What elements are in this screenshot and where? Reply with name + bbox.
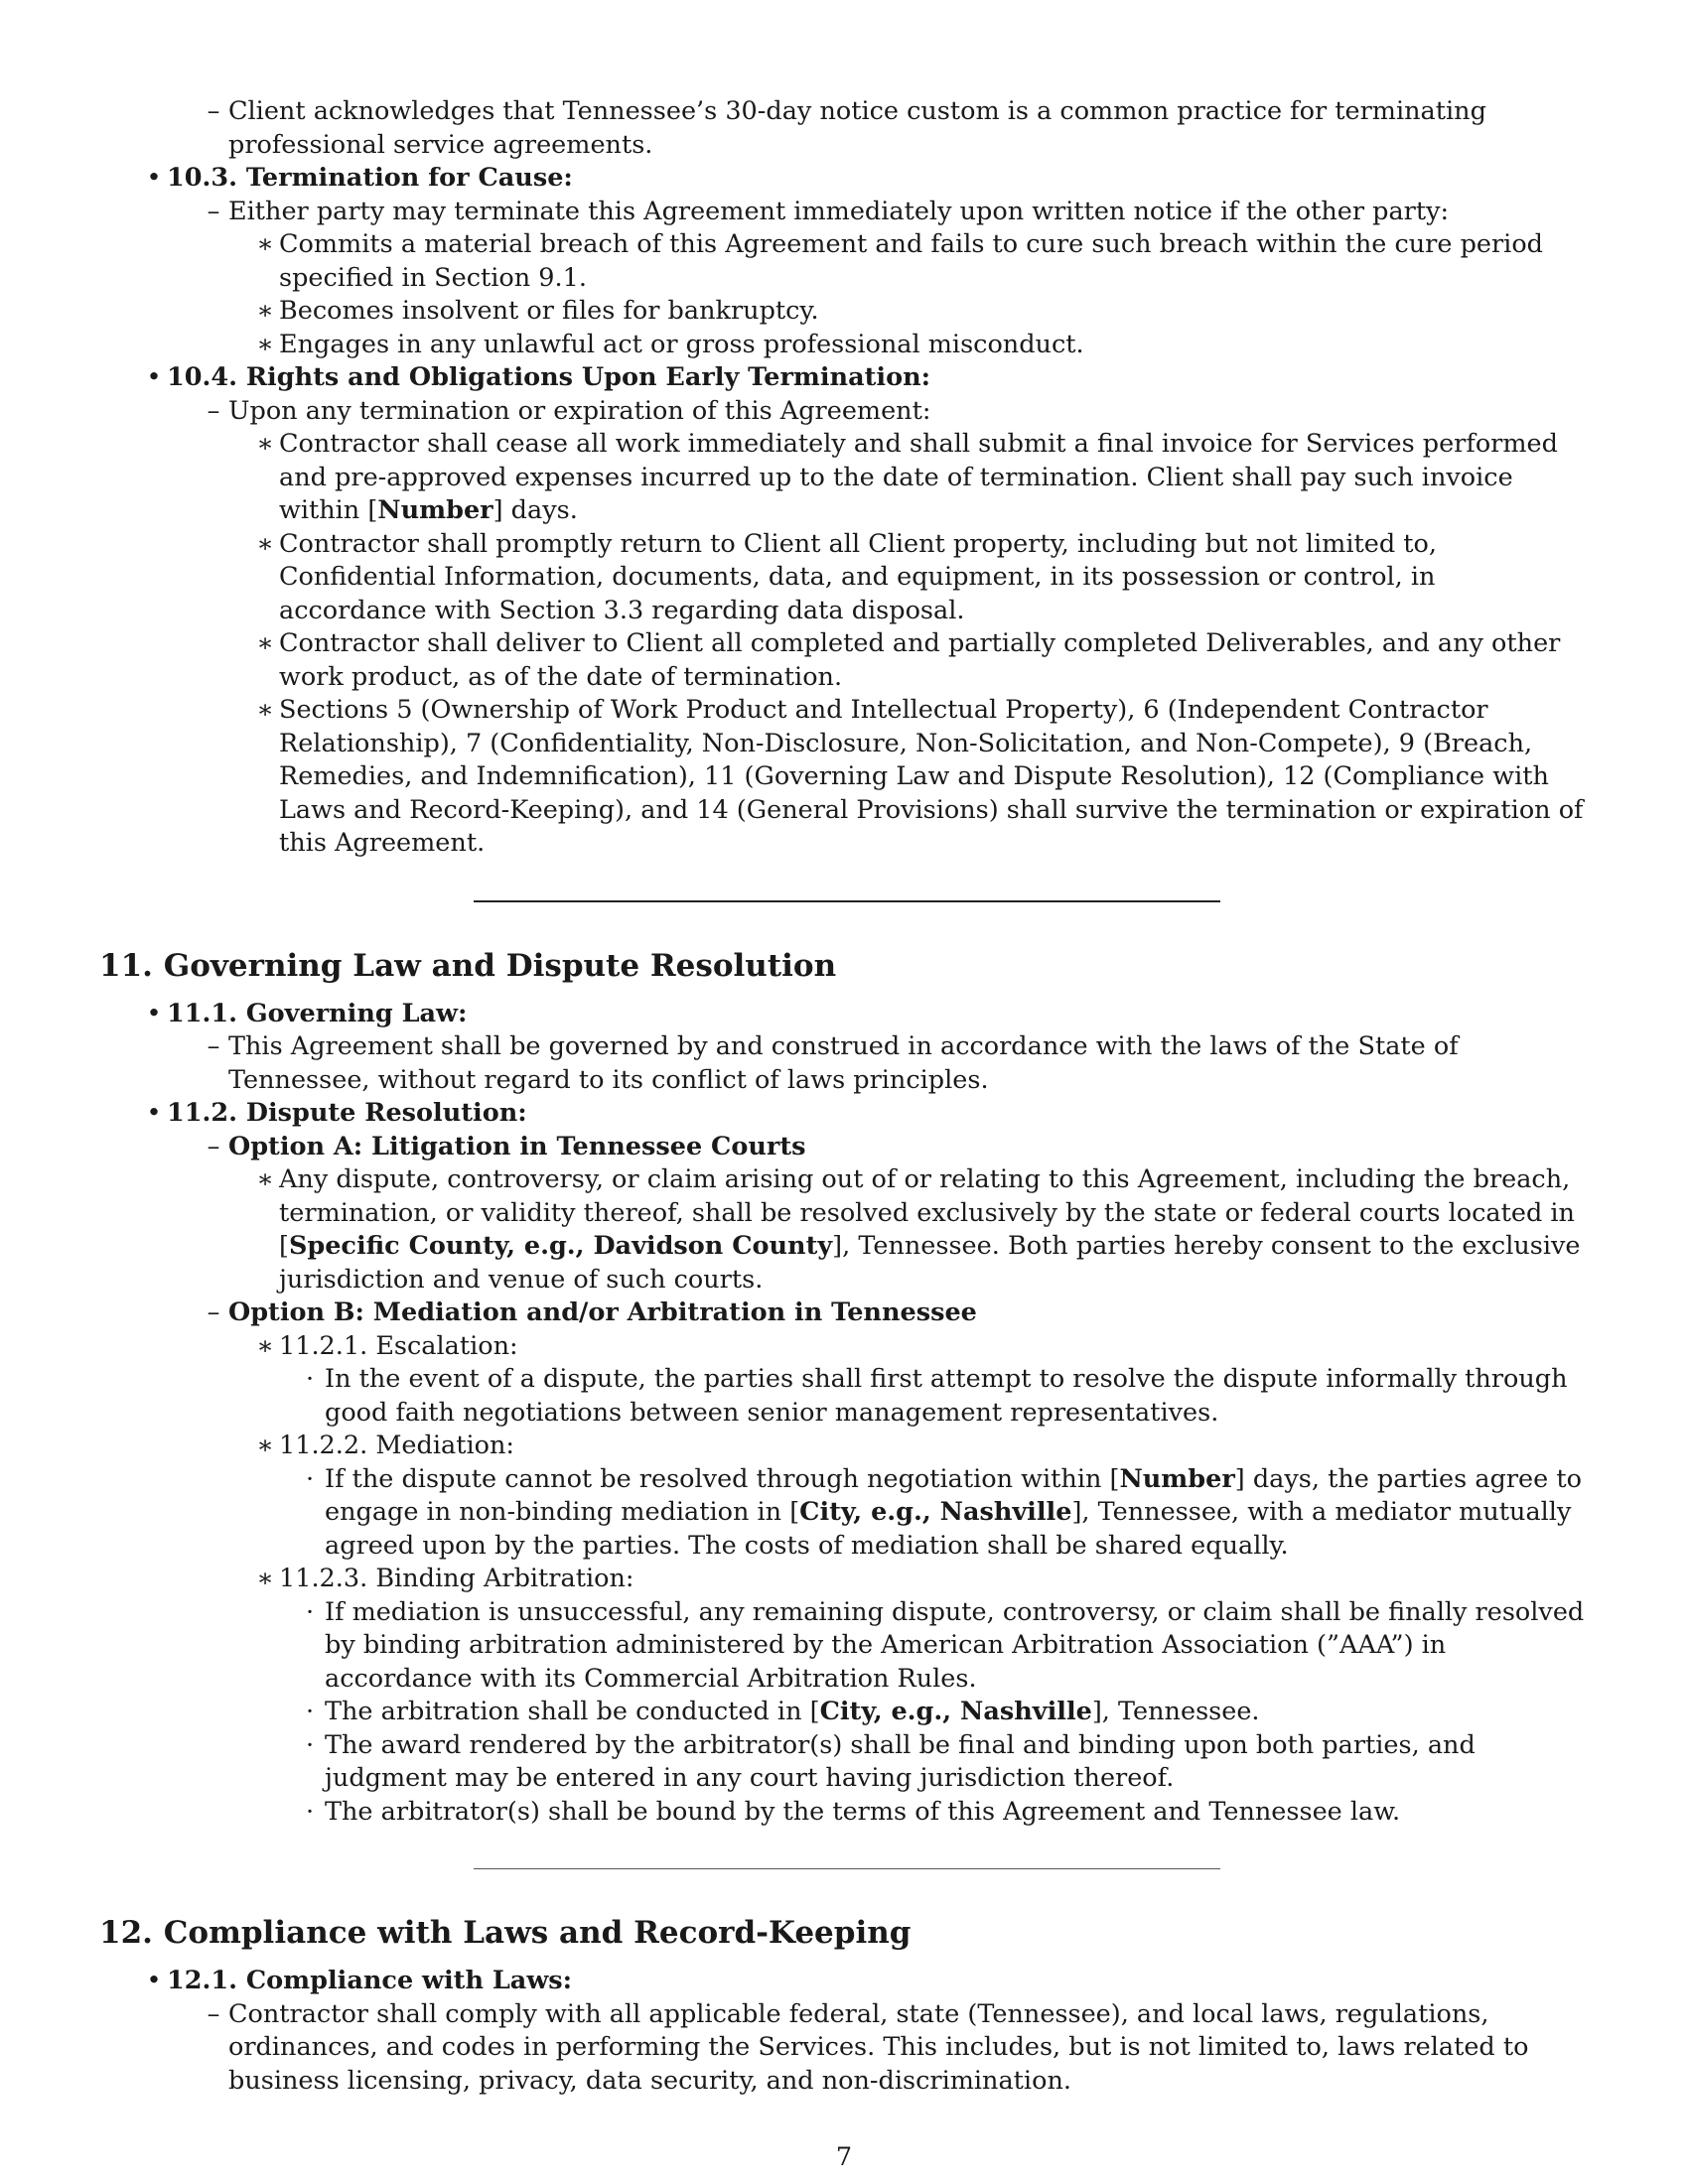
list-item [99,95,1589,162]
clause-text [325,1464,1582,1561]
asterisk-marker: ∗ [256,1330,274,1361]
dash-marker: – [207,1031,220,1061]
asterisk-marker: ∗ [256,429,274,459]
asterisk-marker: ∗ [256,695,274,725]
section-11-heading: 11. Governing Law and Dispute Resolution [99,947,837,984]
clause-subtitle: 11.2.3. Binding Arbitration: [279,1564,634,1593]
list-item [99,228,1589,295]
clause-text: Sections 5 (Ownership of Work Product and Intellectual Property), 6 (Independent Contractor Relationship), 7 (Confidentiality, Non-Disclosure, Non-Solicitation, and Non-Compete), 9 (Breach, Remedies, and Indemnification), 11 (Governing Law and Dispute Resolution), 12 (Compliance with Laws and Record-Keeping), and 14 (General Provisions) shall survive the termination or expiration of this Agreement. [279,695,1584,858]
list-item [99,1430,1589,1463]
clause-text: Upon any termination or expiration of this Agreement: [228,395,931,426]
list-item [99,1729,1589,1796]
list-item [99,1463,1589,1564]
dot-marker: · [305,1463,315,1494]
clause-text: Engages in any unlawful act or gross professional misconduct. [279,329,1084,359]
text-run: ] days. [492,495,578,525]
option-a [99,1131,1589,1164]
text-run: Any dispute, controversy, or claim arising out of or relating to this Agreement, including the breach, termination, or validity thereof, shall be resolved exclusively by the state or federal courts located in [ [279,1164,1575,1261]
clause-subtitle: 11.2.1. Escalation: [279,1330,518,1361]
section-10-3 [99,162,1589,196]
section-11-1 [99,998,1589,1031]
page-number: 7 [835,2142,853,2172]
clause-text [279,429,1558,525]
placeholder-field: Number [1119,1463,1235,1494]
dash-marker: – [207,196,220,226]
asterisk-marker: ∗ [256,329,274,359]
section-12-1 [99,1965,1589,1998]
clause-text: The award rendered by the arbitrator(s) shall be final and binding upon both parties, and judgment may be entered in any court having jurisdiction thereof. [325,1729,1476,1793]
clause-text: This Agreement shall be governed by and construed in accordance with the laws of the State of Tennessee, without regard to its conflict of laws principles. [228,1031,1459,1095]
list-item [99,1998,1589,2099]
list-item [99,1330,1589,1364]
document-page [99,95,1589,2098]
asterisk-marker: ∗ [256,1564,274,1593]
text-run: ] days, the parties agree to engage in non-binding mediation in [ [325,1463,1582,1527]
list-item [99,1696,1589,1729]
list-item [99,1596,1589,1697]
bullet-marker: • [146,362,162,392]
clause-text: Becomes insolvent or files for bankruptcy. [279,296,819,326]
clause-text: Either party may terminate this Agreement immediately upon written notice if the other party: [228,196,1450,226]
dash-marker: – [207,1998,220,2029]
asterisk-marker: ∗ [256,528,274,559]
placeholder-field: Specific County, e.g., Davidson County [288,1231,833,1261]
list-item [99,1796,1589,1830]
dot-marker: · [305,1796,315,1827]
dot-marker: · [305,1697,315,1726]
clause-text: Contractor shall deliver to Client all completed and partially completed Deliverables, and any other work product, as of the date of termination. [279,628,1561,692]
clause-text: If mediation is unsuccessful, any remaining dispute, controversy, or claim shall be finally resolved by binding arbitration administered by the American Arbitration Association (”AAA”) in accordance with its Commercial Arbitration Rules. [325,1596,1585,1694]
list-item [99,295,1589,329]
option-b [99,1297,1589,1330]
dash-marker: – [207,395,220,426]
section-11-2 [99,1097,1589,1131]
text-run: ], Tennessee. Both parties hereby consent to the exclusive jurisdiction and venue of such courts. [279,1231,1581,1295]
clause-text [279,1164,1581,1295]
text-run: ], Tennessee. [1091,1697,1260,1726]
clause-text [325,1697,1260,1726]
list-item [99,627,1589,694]
text-run: ], Tennessee, with a mediator mutually agreed upon by the parties. The costs of mediation shall be shared equally. [325,1497,1572,1561]
bullet-marker: • [146,1966,162,1995]
clause-title: 12.1. Compliance with Laws: [167,1966,573,1995]
clause-text: Client acknowledges that Tennessee’s 30-day notice custom is a common practice for terminating professional service agreements. [228,96,1486,160]
asterisk-marker: ∗ [256,229,274,259]
dot-marker: · [305,1729,315,1760]
clause-subtitle: 11.2.2. Mediation: [279,1431,514,1460]
list-item [99,1030,1589,1097]
list-item [99,196,1589,229]
clause-title: 11.1. Governing Law: [167,998,468,1028]
asterisk-marker: ∗ [256,296,274,326]
dot-marker: · [305,1364,315,1394]
option-title: Option A: Litigation in Tennessee Courts [228,1131,806,1161]
placeholder-field: City, e.g., Nashville [819,1697,1092,1726]
section-divider [474,900,1220,902]
section-divider [474,1868,1220,1869]
dash-marker: – [207,96,220,126]
placeholder-field: City, e.g., Nashville [799,1497,1072,1527]
clause-title: 10.3. Termination for Cause: [167,163,573,193]
section-12-heading: 12. Compliance with Laws and Record-Keeping [99,1915,912,1951]
list-item [99,428,1589,528]
placeholder-field: Number [377,495,493,525]
bullet-marker: • [146,1098,162,1128]
clause-text: The arbitrator(s) shall be bound by the terms of this Agreement and Tennessee law. [325,1796,1401,1827]
list-item [99,395,1589,429]
dash-marker: – [207,1131,220,1161]
clause-title: 10.4. Rights and Obligations Upon Early Termination: [167,362,931,392]
text-run: The arbitration shall be conducted in [ [325,1697,820,1726]
list-item [99,1163,1589,1297]
list-item [99,1363,1589,1430]
list-item [99,1563,1589,1596]
clause-text: Commits a material breach of this Agreement and fails to cure such breach within the cure period specified in Section 9.1. [279,229,1544,293]
clause-text: Contractor shall comply with all applicable federal, state (Tennessee), and local laws, regulations, ordinances, and codes in performing the Services. This includes, but is not limited to, laws related to business licensing, privacy, data security, and non-discrimination. [228,1998,1529,2096]
clause-title: 11.2. Dispute Resolution: [167,1098,527,1128]
dash-marker: – [207,1297,220,1327]
section-10-4 [99,361,1589,395]
list-item [99,694,1589,861]
bullet-marker: • [146,998,162,1028]
list-item [99,329,1589,362]
clause-text: In the event of a dispute, the parties shall first attempt to resolve the dispute informally through good faith negotiations between senior management representatives. [325,1364,1568,1428]
asterisk-marker: ∗ [256,1431,274,1460]
option-title: Option B: Mediation and/or Arbitration in Tennessee [228,1297,977,1327]
list-item [99,528,1589,628]
clause-text: Contractor shall promptly return to Client all Client property, including but not limited to, Confidential Information, documents, data, and equipment, in its possession or control, in accordance with Section 3.3 regarding data disposal. [279,528,1437,625]
asterisk-marker: ∗ [256,628,274,658]
bullet-marker: • [146,163,162,193]
asterisk-marker: ∗ [256,1164,274,1194]
dot-marker: · [305,1596,315,1627]
text-run: If the dispute cannot be resolved through negotiation within [ [325,1463,1120,1494]
text-run: Contractor shall cease all work immediately and shall submit a final invoice for Services performed and pre-approved expenses incurred up to the date of termination. Client shall pay such invoice within [ [279,429,1558,525]
